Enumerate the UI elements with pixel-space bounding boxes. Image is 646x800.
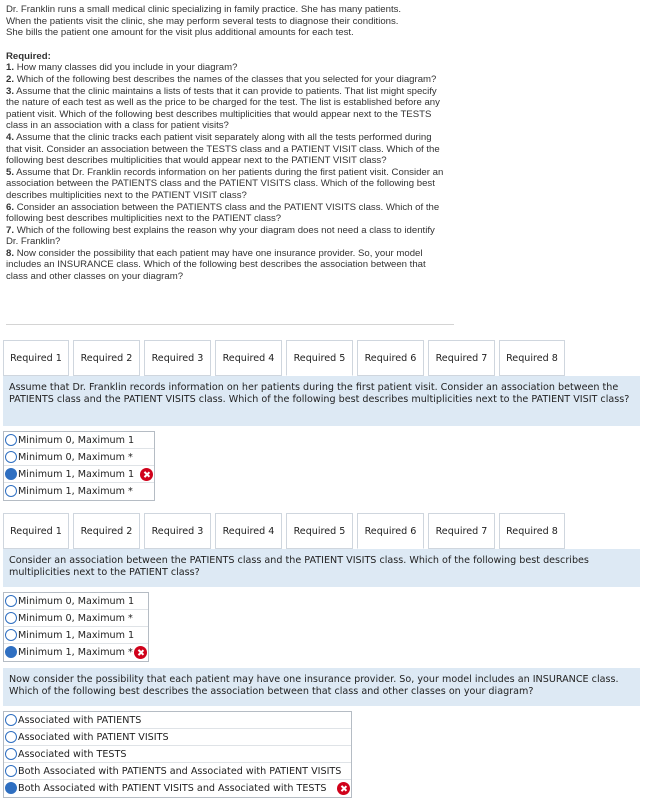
options-list-6 <box>3 592 149 662</box>
intro-line-2: When the patients visit the clinic, she may perform several tests to diagnose their conditions. <box>6 15 399 27</box>
required-item-5: 5. Assume that Dr. Franklin records information on her patients during the first patient visit. Consider an association between the PATIENTS class and the PATIENT VISITS class. Which of the following best describes multiplicities next to the PATIENT VISIT class? <box>6 166 444 201</box>
option-6-1[interactable] <box>4 593 148 610</box>
option-5-4[interactable] <box>4 483 154 500</box>
option-5-1[interactable] <box>4 432 154 449</box>
radio-button-icon[interactable] <box>5 434 17 446</box>
problem-statement <box>6 4 446 283</box>
options-list-5 <box>3 431 155 501</box>
question-panel-6 <box>3 549 640 587</box>
tab-required-4[interactable]: Required 4 <box>215 340 282 376</box>
required-list <box>6 62 446 282</box>
x-circle-icon <box>337 782 350 795</box>
required-item-3: 3. Assume that the clinic maintains a lists of tests that it can provide to patients. That list might specify the nature of each test as well as the price to be charged for the test. The list is established before any patient visit. Which of the following best describes multiplicities that would appear next to the TESTS class in an association with a class for patient visits? <box>6 85 440 132</box>
question-panel-8 <box>3 668 640 706</box>
tab-required-2[interactable]: Required 2 <box>73 340 140 376</box>
option-label: Associated with PATIENTS <box>18 714 142 726</box>
tab-required-8[interactable]: Required 8 <box>499 340 565 376</box>
option-label: Minimum 1, Maximum 1 <box>18 468 135 480</box>
tab-required-1[interactable]: Required 1 <box>3 513 69 549</box>
option-label: Associated with PATIENT VISITS <box>18 731 169 743</box>
question-panel-5 <box>3 376 640 426</box>
question-text-8: Now consider the possibility that each patient may have one insurance provider. So, your model includes an INSURANCE class. Which of the following best describes the association between that class and other classes on your diagram? <box>9 674 619 698</box>
option-6-4[interactable] <box>4 644 148 661</box>
radio-button-icon[interactable] <box>5 714 17 726</box>
option-label: Minimum 0, Maximum 1 <box>18 595 135 607</box>
option-5-3[interactable] <box>4 466 154 483</box>
option-6-3[interactable] <box>4 627 148 644</box>
radio-button-icon[interactable] <box>5 451 17 463</box>
option-label: Minimum 1, Maximum 1 <box>18 629 135 641</box>
tab-required-3[interactable]: Required 3 <box>144 513 211 549</box>
required-item-8: 8. Now consider the possibility that each patient may have one insurance provider. So, your model includes an INSURANCE class. Which of the following best describes the association between that class and other classes on your diagram? <box>6 247 426 283</box>
radio-button-icon[interactable] <box>5 485 17 497</box>
option-5-2[interactable] <box>4 449 154 466</box>
question-text-6: Consider an association between the PATIENTS class and the PATIENT VISITS class. Which of the following best describes multiplicities next to the PATIENT class? <box>9 555 589 579</box>
option-label: Both Associated with PATIENTS and Associated with PATIENT VISITS <box>18 765 342 777</box>
intro-line-1: Dr. Franklin runs a small medical clinic specializing in family practice. She has many patients. <box>6 4 402 15</box>
radio-button-icon[interactable] <box>5 595 17 607</box>
required-item-1: 1. How many classes did you include in your diagram? <box>6 62 238 74</box>
required-item-2: 2. Which of the following best describes the names of the classes that you selected for your diagram? <box>6 73 437 85</box>
tab-required-7[interactable]: Required 7 <box>428 340 495 376</box>
option-8-4[interactable] <box>4 763 351 780</box>
tab-required-1[interactable]: Required 1 <box>3 340 69 376</box>
radio-button-icon[interactable] <box>5 629 17 641</box>
option-label: Minimum 1, Maximum * <box>18 647 133 658</box>
required-item-4: 4. Assume that the clinic tracks each patient visit separately along with all the tests performed during that visit. Consider an association between the TESTS class and a PATIENT VISIT class. Which of the following best describes multiplicities that would appear next to the PATIENT VISIT class? <box>6 131 440 167</box>
option-label: Minimum 0, Maximum * <box>18 612 133 624</box>
required-heading: Required: <box>6 50 51 62</box>
radio-button-icon[interactable] <box>5 748 17 760</box>
tab-required-7[interactable]: Required 7 <box>428 513 495 549</box>
tab-required-3[interactable]: Required 3 <box>144 340 211 376</box>
radio-button-icon[interactable] <box>5 612 17 624</box>
required-item-7: 7. Which of the following best explains the reason why your diagram does not need a class to identify Dr. Franklin? <box>6 224 435 248</box>
intro-line-3: She bills the patient one amount for the visit plus additional amounts for each test. <box>6 27 354 39</box>
radio-button-selected-icon[interactable] <box>5 646 17 658</box>
tab-required-6[interactable]: Required 6 <box>357 513 424 549</box>
option-8-5[interactable] <box>4 780 351 797</box>
tab-required-8[interactable]: Required 8 <box>499 513 565 549</box>
radio-button-selected-icon[interactable] <box>5 468 17 480</box>
options-list-8 <box>3 711 352 798</box>
x-circle-icon <box>140 468 153 481</box>
tab-bar-section-5 <box>3 340 569 376</box>
radio-button-icon[interactable] <box>5 731 17 743</box>
tab-required-5[interactable]: Required 5 <box>286 513 353 549</box>
option-label: Minimum 1, Maximum * <box>18 486 133 497</box>
option-label: Both Associated with PATIENT VISITS and Associated with TESTS <box>18 783 327 794</box>
divider <box>6 324 454 325</box>
option-8-2[interactable] <box>4 729 351 746</box>
option-8-1[interactable] <box>4 712 351 729</box>
radio-button-icon[interactable] <box>5 765 17 777</box>
required-item-6: 6. Consider an association between the PATIENTS class and the PATIENT VISITS class. Which of the following best describes multiplicities next to the PATIENT class? <box>6 201 440 225</box>
option-label: Minimum 0, Maximum 1 <box>18 434 135 446</box>
option-8-3[interactable] <box>4 746 351 763</box>
option-label: Associated with TESTS <box>18 748 127 760</box>
question-text-5: Assume that Dr. Franklin records information on her patients during the first patient visit. Consider an association between the PATIENTS class and the PATIENT VISITS class. Which of the following best describes multiplicities next to the PATIENT VISIT class? <box>9 382 630 406</box>
radio-button-selected-icon[interactable] <box>5 782 17 794</box>
option-label: Minimum 0, Maximum * <box>18 451 133 463</box>
tab-required-5[interactable]: Required 5 <box>286 340 353 376</box>
tab-required-2[interactable]: Required 2 <box>73 513 140 549</box>
tab-required-6[interactable]: Required 6 <box>357 340 424 376</box>
tab-bar-section-6 <box>3 513 569 549</box>
option-6-2[interactable] <box>4 610 148 627</box>
tab-required-4[interactable]: Required 4 <box>215 513 282 549</box>
x-circle-icon <box>134 646 147 659</box>
